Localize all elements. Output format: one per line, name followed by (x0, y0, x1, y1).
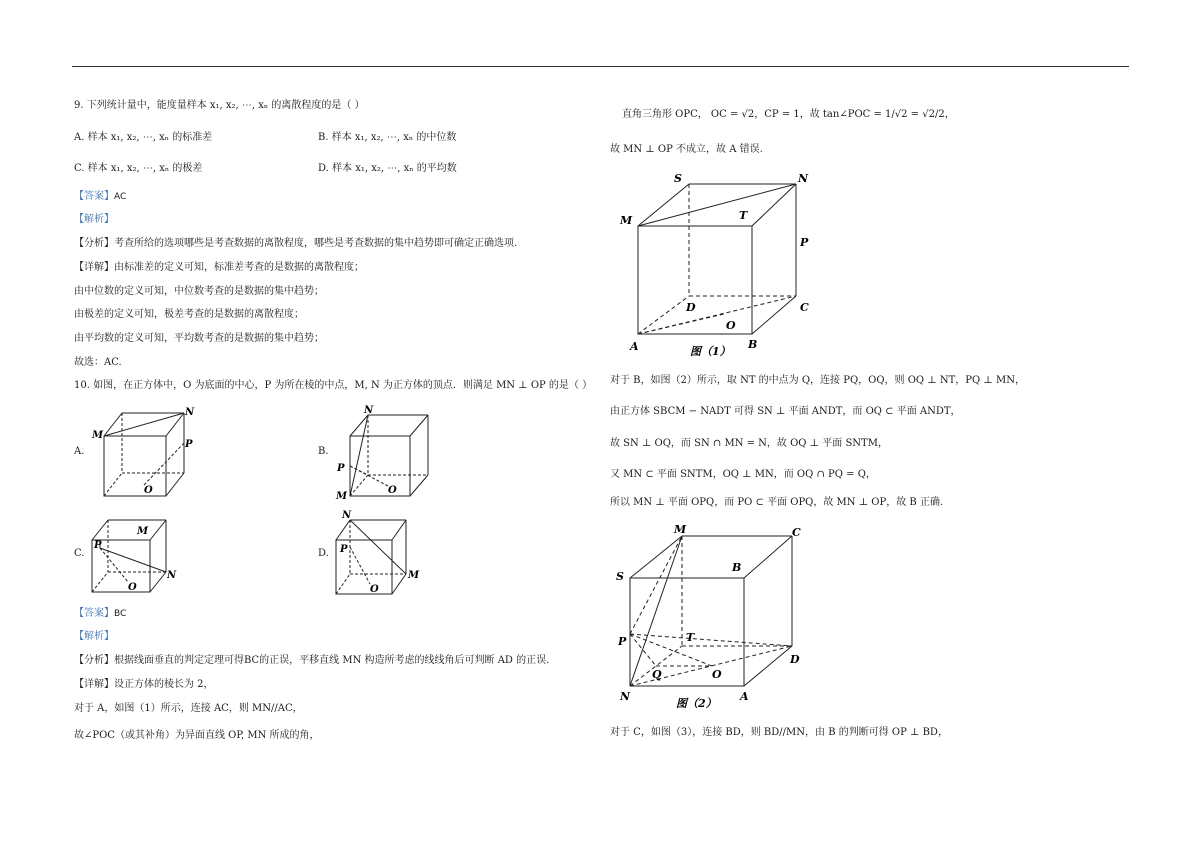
svg-text:O: O (388, 485, 397, 496)
svg-text:N: N (620, 690, 631, 703)
q10-fenxi-text: 根据线面垂直的判定定理可得BC的正误，平移直线 MN 构造所考虑的线线角后可判断 AD 的正误. (114, 655, 550, 666)
q9-option-a: A. 样本 x₁, x₂, ⋯, xₙ 的标准差 (74, 132, 213, 143)
svg-text:A: A (740, 690, 749, 703)
right-line-3: 对于 B，如图（2）所示，取 NT 的中点为 Q，连接 PQ，OQ，则 OQ ⊥ NT，PQ ⊥ MN， (610, 375, 1025, 386)
q10-detail-1-text: 设正方体的棱长为 2， (114, 679, 214, 690)
q9-option-c: C. 样本 x₁, x₂, ⋯, xₙ 的极差 (74, 163, 203, 174)
svg-text:S: S (616, 570, 624, 583)
svg-text:O: O (128, 582, 137, 593)
q10-fenxi (74, 654, 549, 668)
svg-text:M: M (92, 430, 104, 441)
q9-stem: 9. 下列统计量中，能度量样本 x₁, x₂, ⋯, xₙ 的离散程度的是（ ） (74, 100, 365, 111)
figure-2-caption: 图（2） (676, 697, 717, 710)
q9-detail-1-text: 由标准差的定义可知，标准差考查的是数据的离散程度； (114, 262, 364, 273)
q10-figure-d (332, 510, 442, 604)
q9-detail-2: 由中位数的定义可知，中位数考查的是数据的集中趋势； (74, 286, 324, 297)
figure-2 (612, 518, 822, 717)
svg-text:P: P (337, 463, 345, 474)
q9-detail-4: 由平均数的定义可知，平均数考查的是数据的集中趋势； (74, 333, 324, 344)
q9-option-b: B. 样本 x₁, x₂, ⋯, xₙ 的中位数 (318, 132, 457, 143)
svg-text:M: M (674, 523, 687, 536)
svg-text:N: N (364, 405, 374, 416)
jiexi-tag-2: 【解析】 (74, 631, 114, 642)
q10-detail-1 (74, 678, 214, 692)
answer-tag: 【答案】 (74, 191, 114, 202)
q10-figure-a (86, 403, 196, 507)
svg-text:O: O (370, 584, 379, 595)
q10-option-d-label: D. (318, 548, 329, 559)
right-line-6: 又 MN ⊂ 平面 SNTM，OQ ⊥ MN，而 OQ ∩ PQ = Q， (610, 469, 876, 480)
jiexi-tag: 【解析】 (74, 214, 114, 225)
svg-text:N: N (342, 510, 352, 521)
svg-text:N: N (798, 172, 809, 185)
svg-text:M: M (620, 214, 633, 227)
q10-option-a-label: A. (74, 446, 85, 457)
q10-answer-line (74, 607, 126, 621)
right-line-4: 由正方体 SBCM − NADT 可得 SN ⊥ 平面 ANDT，而 OQ ⊂ 平面 ANDT， (610, 406, 961, 417)
svg-text:N: N (185, 407, 195, 418)
svg-text:T: T (686, 631, 695, 644)
q10-answer: BC (114, 609, 127, 619)
right-line-2: 故 MN ⊥ OP 不成立，故 A 错误. (610, 144, 763, 155)
svg-text:O: O (712, 668, 722, 681)
q9-option-d: D. 样本 x₁, x₂, ⋯, xₙ 的平均数 (318, 163, 457, 174)
q10-detail-3: 故∠POC（或其补角）为异面直线 OP, MN 所成的角， (74, 730, 320, 741)
svg-text:Q: Q (652, 668, 662, 681)
svg-text:B: B (748, 338, 758, 351)
q10-stem: 10. 如图，在正方体中，O 为底面的中心，P 为所在棱的中点，M, N 为正方体的顶点．则满足 MN ⊥ OP 的是（ ） (74, 380, 593, 391)
svg-text:M: M (336, 491, 348, 502)
answer-tag-2: 【答案】 (74, 608, 114, 619)
q10-detail-2: 对于 A，如图（1）所示，连接 AC，则 MN//AC， (74, 703, 303, 714)
q9-fenxi (74, 237, 517, 251)
right-line-5: 故 SN ⊥ OQ，而 SN ∩ MN = N，故 OQ ⊥ 平面 SNTM， (610, 438, 888, 449)
q9-fenxi-text: 考查所给的选项哪些是考查数据的离散程度，哪些是考查数据的集中趋势即可确定正确选项. (114, 238, 518, 249)
q9-answer: AC (114, 192, 127, 202)
svg-text:A: A (630, 340, 639, 353)
right-line-7: 所以 MN ⊥ 平面 OPQ，而 PO ⊂ 平面 OPQ，故 MN ⊥ OP，故 B 正确. (610, 497, 944, 508)
svg-text:M: M (137, 526, 149, 537)
svg-text:D: D (686, 301, 696, 314)
svg-text:P: P (800, 236, 809, 249)
svg-text:B: B (732, 561, 742, 574)
q9-detail-5: 故选：AC. (74, 357, 122, 368)
fenxi-tag-2: 【分析】 (74, 655, 114, 666)
svg-text:O: O (144, 485, 153, 496)
svg-text:D: D (790, 653, 800, 666)
fenxi-tag: 【分析】 (74, 238, 114, 249)
svg-text:P: P (94, 540, 102, 551)
svg-text:M: M (408, 570, 420, 581)
xiangjie-tag: 【详解】 (74, 262, 114, 273)
q10-figure-c (84, 510, 194, 604)
q9-answer-line (74, 190, 126, 204)
right-line-1: 直角三角形 OPC， OC = √2，CP = 1，故 tan∠POC = 1/√2 = √2/2， (622, 109, 955, 120)
right-line-8: 对于 C，如图（3），连接 BD，则 BD//MN，由 B 的判断可得 OP ⊥ BD， (610, 727, 948, 738)
svg-text:P: P (340, 544, 348, 555)
figure-1-caption: 图（1） (690, 345, 731, 358)
xiangjie-tag-2: 【详解】 (74, 679, 114, 690)
q10-figure-b (332, 403, 442, 507)
svg-text:N: N (167, 570, 177, 581)
svg-text:S: S (674, 172, 682, 185)
figure-1 (614, 166, 824, 365)
svg-text:C: C (792, 526, 801, 539)
svg-text:O: O (726, 319, 736, 332)
header-rule (72, 66, 1129, 67)
q9-detail-1 (74, 261, 364, 275)
svg-text:P: P (185, 439, 193, 450)
q9-jiexi-tag (74, 213, 114, 227)
q10-option-b-label: B. (318, 446, 329, 457)
svg-text:T: T (739, 209, 748, 222)
svg-text:C: C (800, 301, 809, 314)
q9-detail-3: 由极差的定义可知，极差考查的是数据的离散程度； (74, 309, 304, 320)
q10-jiexi-tag (74, 630, 114, 644)
svg-text:P: P (618, 635, 627, 648)
q10-option-c-label: C. (74, 548, 85, 559)
